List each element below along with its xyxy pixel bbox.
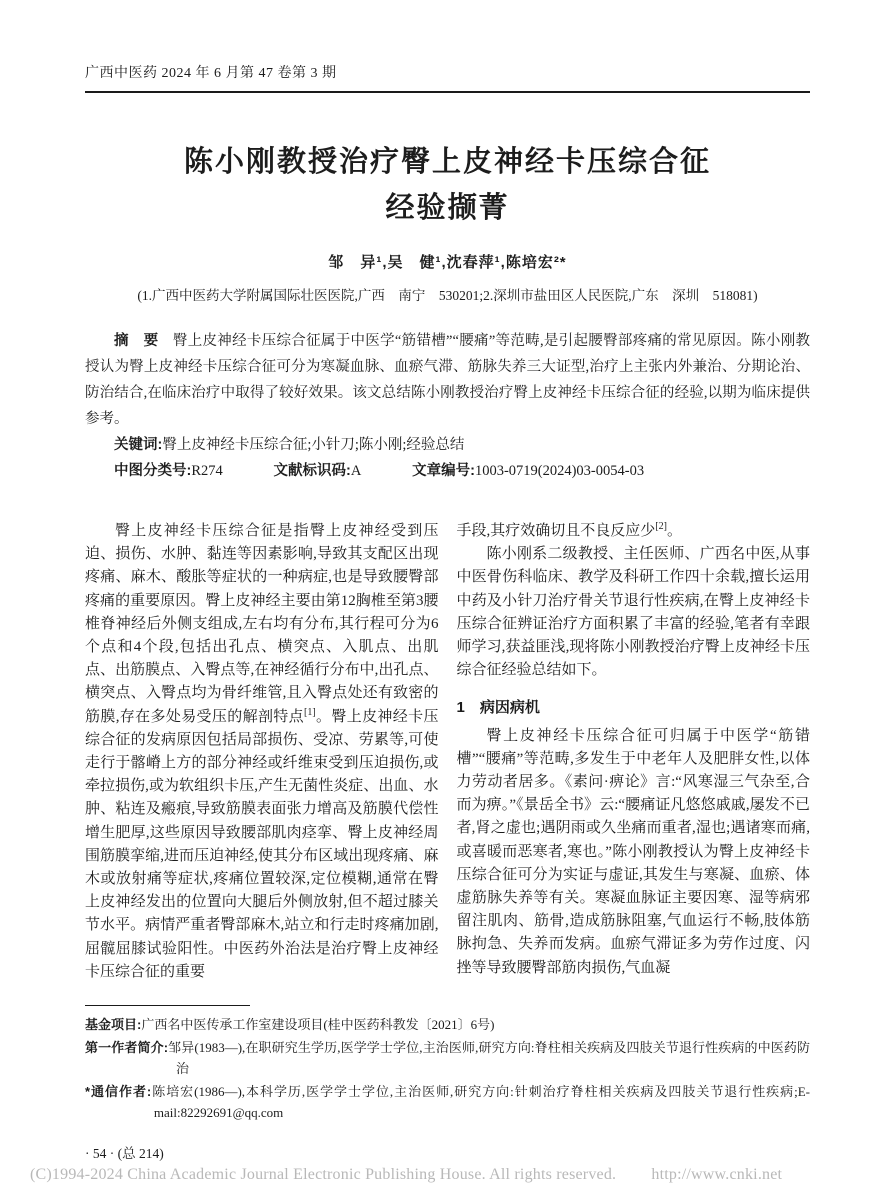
fund-project-label: 基金项目: [85, 1017, 142, 1033]
intro-text-a: 臀上皮神经卡压综合征是指臀上皮神经受到压迫、损伤、水肿、黏连等因素影响,导致其支配区出现疼痛、麻木、酸胀等症状的一种病症,也是导致腰臀部疼痛的重要原因。臀上皮神经主要由第12胸椎至第3腰椎脊神经后外侧支组成,左右均有分布,其行程可分为6个点和4个段,包括出孔点、横突点、入肌点、出肌点、出筋膜点、入臀点等,在神经循行分布中,出孔点、横突点、入臀点均为骨纤维管,且入臀点处还有致密的筋膜,存在多处易受压的解剖特点 [85, 523, 439, 725]
intro-cont-text-a: 手段,其疗效确切且不良反应少 [456, 523, 656, 539]
clc-label: 中图分类号: [114, 463, 192, 479]
clc-group [114, 463, 223, 479]
article-title [85, 139, 810, 231]
article-no-group [412, 463, 644, 479]
page-number: · 54 · (总 214) [85, 1145, 164, 1161]
corresponding-author-text: 陈培宏(1986—),本科学历,医学学士学位,主治医师,研究方向:针刺治疗脊柱相关疾病及四肢关节退行性疾病;E-mail:82292691@qq.com [151, 1083, 811, 1121]
keywords-label: 关键词: [114, 437, 163, 453]
doc-code-group [274, 463, 362, 479]
fund-project-text: 广西名中医传承工作室建设项目(桂中医药科教发〔2021〕6号) [141, 1017, 495, 1033]
corresponding-author-note [85, 1081, 810, 1124]
clc-value: R274 [191, 463, 223, 479]
intro-continuation-paragraph [457, 520, 811, 543]
meta-line [85, 458, 810, 484]
first-author-note [85, 1037, 810, 1080]
doc-code-label: 文献标识码: [273, 463, 351, 479]
left-column [85, 520, 439, 984]
doc-code-value: A [350, 463, 362, 479]
article-title-line1: 陈小刚教授治疗臀上皮神经卡压综合征 [183, 146, 711, 178]
footnote-divider [85, 1005, 250, 1006]
etiology-paragraph: 臀上皮神经卡压综合征可归属于中医学“筋错槽”“腰痛”等范畴,多发生于中老年人及肥胖女性,以体力劳动者居多。《素问·痹论》言:“风寒湿三气杂至,合而为痹。”《景岳全书》云:“腰痛证凡悠悠戚戚,屡发不已者,肾之虚也;遇阴雨或久坐痛而重者,湿也;遇诸寒而痛,或喜暖而恶寒者,寒也。”陈小刚教授认为臀上皮神经卡压综合征可分为实证与虚证,其发生与寒凝、血瘀、体虚筋脉失养等有关。寒凝血脉证主要因寒、湿等病邪留注肌肉、筋骨,造成筋脉阻塞,气血运行不畅,肢体筋脉拘急、失养而发病。血瘀气滞证多为劳作过度、闪挫等导致腰臀部筋肉损伤,气血凝 [456, 727, 810, 976]
affiliation-line: (1.广西中医药大学附属国际壮医医院,广西 南宁 530201;2.深圳市盐田区人民医院,广东 深圳 518081) [137, 288, 758, 303]
section-1-title: 病因病机 [479, 699, 540, 717]
section-1-heading [457, 696, 811, 719]
corresponding-author-label: *通信作者: [85, 1083, 152, 1099]
section-1-number: 1 [456, 699, 465, 717]
article-title-line2: 经验撷菁 [385, 192, 510, 224]
author-list: 邹 异¹,吴 健¹,沈春萍¹,陈培宏²* [328, 254, 567, 271]
abstract-paragraph [85, 328, 810, 432]
footnotes-block [85, 1014, 810, 1124]
professor-intro-paragraph: 陈小刚系二级教授、主任医师、广西名中医,从事中医骨伤科临床、教学及科研工作四十余载,擅长运用中药及小针刀治疗骨关节退行性疾病,在臀上皮神经卡压综合征辨证治疗方面积累了丰富的经验,笔者有幸跟师学习,获益匪浅,现将陈小刚教授治疗臀上皮神经卡压综合征经验总结如下。 [456, 546, 810, 679]
right-column [457, 520, 811, 984]
keywords-text: 臀上皮神经卡压综合征;小针刀;陈小刚;经验总结 [162, 437, 465, 453]
intro-text-b: 。臀上皮神经卡压综合征的发病原因包括局部损伤、受凉、劳累等,可使走行于髂嵴上方的部分神经或纤维束受到压迫损伤,或牵拉损伤,或为软组织卡压,产生无菌性炎症、出血、水肿、粘连及瘢痕,导致筋膜表面张力增高及筋膜代偿性增生肥厚,这些原因导致腰部肌肉痉挛、臀上皮神经周围筋膜挛缩,进而压迫神经,使其分布区域出现疼痛、麻木或放射痛等症状,疼痛位置较深,定位模糊,通常在臀上皮神经发出的位置向大腿后外侧放射,但不超过膝关节水平。病情严重者臀部麻木,站立和行走时疼痛加剧,屈髋屈膝试验阳性。中医药外治法是治疗臀上皮神经卡压综合征的重要 [85, 708, 439, 980]
cnki-copyright-line [30, 1166, 782, 1184]
fund-project-note [85, 1014, 810, 1036]
cnki-url: http://www.cnki.net [651, 1166, 783, 1183]
abstract-text: 臀上皮神经卡压综合征属于中医学“筋错槽”“腰痛”等范畴,是引起腰臀部疼痛的常见原因。陈小刚教授认为臀上皮神经卡压综合征可分为寒凝血脉、血瘀气滞、筋脉失养三大证型,治疗上主张内外兼治、分期论治、防治结合,在临床治疗中取得了较好效果。该文总结陈小刚教授治疗臀上皮神经卡压综合征的经验,以期为临床提供参考。 [85, 333, 810, 427]
header-divider [85, 91, 810, 93]
copyright-text: (C)1994-2024 China Academic Journal Electronic Publishing House. All rights reserved. [30, 1166, 617, 1183]
reference-1-marker: [1] [304, 706, 316, 718]
intro-paragraph [85, 520, 439, 984]
body-columns [85, 520, 810, 984]
first-author-text: 邹异(1983—),在职研究生学历,医学学士学位,主治医师,研究方向:脊柱相关疾病及四肢关节退行性疾病的中医药防治 [168, 1039, 810, 1077]
intro-cont-text-b: 。 [666, 523, 682, 539]
first-author-label: 第一作者简介: [85, 1039, 169, 1055]
abstract-label: 摘 要 [114, 333, 159, 349]
journal-issue-line: 广西中医药 2024 年 6 月第 47 卷第 3 期 [85, 66, 337, 81]
article-no-label: 文章编号: [412, 463, 475, 479]
keywords-line [85, 432, 810, 458]
article-no-value: 1003-0719(2024)03-0054-03 [474, 463, 645, 479]
reference-2-marker: [2] [655, 521, 667, 532]
